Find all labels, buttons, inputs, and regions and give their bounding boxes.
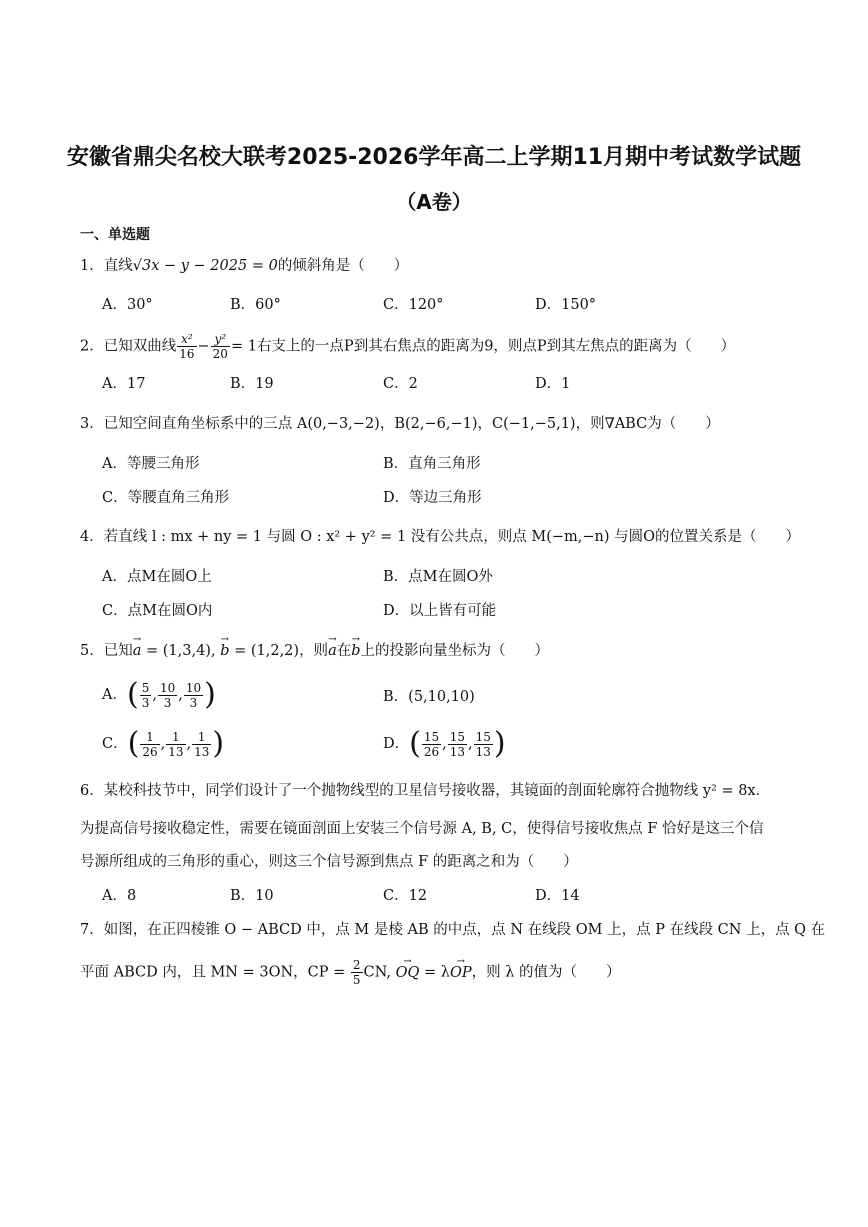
fraction-numerator: 15 <box>423 729 440 744</box>
option-b: B．10 <box>230 888 274 904</box>
question-text: 如图，在正四棱锥 O − ABCD 中，点 M 是棱 AB 的中点，点 N 在线段 OM 上，点 P 在线段 CN 上，点 Q 在 <box>103 922 826 938</box>
option-d: D．150° <box>535 297 597 313</box>
fraction-numerator: 1 <box>192 730 211 745</box>
fraction-numerator: 1 <box>166 730 185 745</box>
question-text: 上的投影向量坐标为（ ） <box>360 643 550 659</box>
fraction <box>166 730 185 759</box>
option-a: A．8 <box>102 888 137 904</box>
fraction-numerator: 15 <box>475 729 491 744</box>
vector-a-value: = (1,3,4), <box>141 643 221 659</box>
question-text: 已知双曲线 <box>103 338 177 355</box>
option-d: D．14 <box>535 888 580 904</box>
option-label: D． <box>383 736 410 752</box>
equals-one: = 1 <box>230 338 257 355</box>
left-paren: ( <box>409 726 421 761</box>
question-number: 6． <box>80 783 104 799</box>
option-label: A． <box>102 687 127 703</box>
math-expression: √3x − y − 2025 = 0 <box>132 258 278 274</box>
option-d: D．( $\frac{15}{26}$ , $\frac{15}{13}$ , $\frac{15}{13}$ ) <box>383 726 506 761</box>
fraction-denominator: 13 <box>475 744 491 759</box>
question-1 <box>80 255 408 277</box>
question-number: 7． <box>80 922 104 938</box>
fraction-numerator: 10 <box>159 680 176 695</box>
question-number: 1． <box>80 258 104 274</box>
option-c: C．12 <box>383 888 428 904</box>
fraction-denominator: 20 <box>212 347 228 361</box>
fraction-denominator: 3 <box>141 695 150 710</box>
fraction <box>211 332 230 361</box>
right-paren: ) <box>204 677 216 712</box>
fraction-numerator: y² <box>211 332 230 347</box>
page-title: 安徽省鼎尖名校大联考2025-2026学年高二上学期11月期中考试数学试题 <box>66 145 802 170</box>
fraction-denominator: 13 <box>194 744 210 759</box>
fraction-denominator: 3 <box>189 695 198 710</box>
question-text: 若直线 l : mx + ny = 1 与圆 O : x² + y² = 1 没有公共点，则点 M(−m,−n) 与圆O的位置关系是（ ） <box>103 529 801 545</box>
vector-op: → OP <box>450 962 472 984</box>
fraction <box>192 730 211 759</box>
question-4 <box>80 526 800 548</box>
option-c: C．等腰直角三角形 <box>102 490 230 506</box>
option-c: C．2 <box>383 376 418 392</box>
fraction <box>351 958 363 987</box>
option-c: C．点M在圆O内 <box>102 603 213 619</box>
vector-b: → b <box>220 640 229 662</box>
fraction-numerator: x² <box>177 332 196 347</box>
option-c: C．( $\frac{1}{26}$ , $\frac{1}{13}$ , $\frac{1}{13}$ ) <box>102 726 225 761</box>
option-a: A．( $\frac{5}{3}$ , $\frac{10}{3}$ , $\frac{10}{3}$ ) <box>102 677 216 712</box>
question-text: CN, <box>363 964 396 981</box>
option-label: C． <box>102 736 128 752</box>
vector-oq: → OQ <box>396 962 420 984</box>
option-d: D．以上皆有可能 <box>383 603 497 619</box>
fraction-denominator: 26 <box>423 744 440 759</box>
fraction-numerator: 5 <box>141 680 150 695</box>
left-paren: ( <box>127 726 140 761</box>
page-subtitle: （A卷） <box>396 190 472 214</box>
option-a: A．17 <box>102 376 146 392</box>
question-text: 的倾斜角是（ ） <box>277 258 409 274</box>
question-6-line-2: 为提高信号接收稳定性，需要在镜面剖面上安装三个信号源 A, B, C，使得信号接收焦点 F 恰好是这三个信 <box>80 821 764 837</box>
vector-b: → b <box>351 640 360 662</box>
option-b <box>383 686 475 708</box>
option-value: (5,10,10) <box>408 689 475 705</box>
question-3 <box>80 413 720 435</box>
minus-sign: − <box>197 338 210 355</box>
vector-b-value: = (1,2,2) <box>229 643 300 659</box>
option-d: D．1 <box>535 376 571 392</box>
question-7 <box>80 919 825 941</box>
option-a: A．点M在圆O上 <box>102 569 212 585</box>
vector-a: → a <box>133 640 142 662</box>
fraction <box>184 681 203 710</box>
fraction <box>158 681 177 710</box>
question-text: 直线 <box>103 258 133 274</box>
option-a: A．30° <box>102 297 153 313</box>
option-a: A．等腰三角形 <box>102 456 200 472</box>
fraction-denominator: 5 <box>352 973 361 987</box>
option-label: B． <box>383 689 409 705</box>
vector-a: → a <box>328 640 337 662</box>
question-7-line-2 <box>80 958 621 987</box>
fraction <box>177 332 196 361</box>
question-text: 平面 ABCD 内，且 MN = 3ON，CP = <box>80 964 350 981</box>
option-b: B．点M在圆O外 <box>383 569 493 585</box>
option-c: C．120° <box>383 297 444 313</box>
option-b: B．60° <box>230 297 281 313</box>
question-number: 2． <box>80 338 104 355</box>
question-text: 已知空间直角坐标系中的三点 A(0,−3,−2)，B(2,−6,−1)，C(−1,−5,1)，则∇ABC为（ ） <box>103 416 720 432</box>
right-paren: ) <box>493 726 506 761</box>
question-number: 3． <box>80 416 104 432</box>
question-text: 在 <box>336 643 352 659</box>
fraction-denominator: 13 <box>168 744 184 759</box>
question-text: ，则 λ 的值为（ ） <box>471 964 621 981</box>
question-number: 5． <box>80 643 104 659</box>
fraction-numerator: 1 <box>140 730 159 745</box>
fraction <box>140 681 152 710</box>
question-text: 右支上的一点P到其右焦点的距离为9，则点P到其左焦点的距离为（ ） <box>256 338 736 355</box>
question-text: 某校科技节中，同学们设计了一个抛物线型的卫星信号接收器，其镜面的剖面轮廓符合抛物线 y² = 8x． <box>103 783 771 799</box>
fraction <box>474 730 493 759</box>
question-text: 已知 <box>103 643 133 659</box>
fraction-denominator: 13 <box>449 744 466 759</box>
fraction <box>448 730 467 759</box>
question-2 <box>80 332 735 361</box>
fraction-denominator: 3 <box>163 695 172 710</box>
fraction-numerator: 2 <box>352 958 361 972</box>
fraction-numerator: 10 <box>185 680 202 695</box>
equals-lambda: = λ <box>419 964 450 981</box>
option-d: D．等边三角形 <box>383 490 482 506</box>
fraction-denominator: 26 <box>142 744 158 759</box>
fraction <box>140 730 159 759</box>
question-text: ，则 <box>299 643 329 659</box>
question-6 <box>80 780 770 802</box>
question-6-line-3: 号源所组成的三角形的重心，则这三个信号源到焦点 F 的距离之和为（ ） <box>80 854 578 870</box>
right-paren: ) <box>212 726 225 761</box>
option-b: B．19 <box>230 376 274 392</box>
question-number: 4． <box>80 529 104 545</box>
fraction <box>422 730 441 759</box>
question-5 <box>80 640 549 662</box>
fraction-denominator: 16 <box>179 347 195 361</box>
option-b: B．直角三角形 <box>383 456 481 472</box>
fraction-numerator: 15 <box>449 729 466 744</box>
left-paren: ( <box>126 677 139 712</box>
section-heading: 一、单选题 <box>80 227 150 243</box>
